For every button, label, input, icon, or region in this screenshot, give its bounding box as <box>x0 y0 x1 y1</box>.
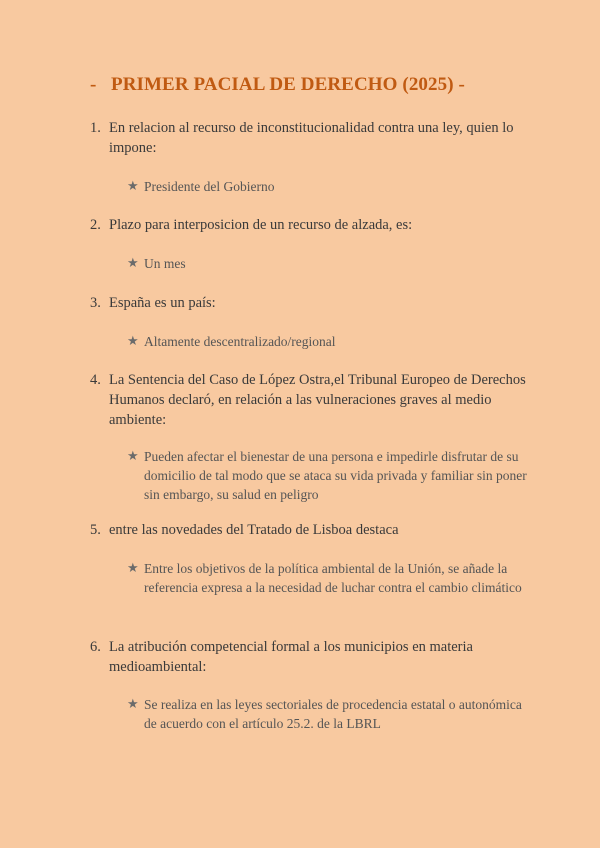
question-text: entre las novedades del Tratado de Lisboa destaca <box>109 522 399 538</box>
question-5 <box>90 520 530 540</box>
question-number: 1. <box>90 120 101 136</box>
answer-text: Un mes <box>144 256 186 271</box>
page-title <box>90 74 465 96</box>
question-number: 2. <box>90 217 101 233</box>
answer-5 <box>127 559 532 597</box>
question-text: La atribución competencial formal a los municipios en materia medioambiental: <box>109 639 473 675</box>
title-dash-left: - <box>90 74 97 95</box>
answer-text: Pueden afectar el bienestar de una persona e impedirle disfrutar de su domicilio de tal modo que se ataca su vida privada y familiar sin poner sin embargo, su salud en peligro <box>144 449 527 502</box>
answer-text: Altamente descentralizado/regional <box>144 334 336 349</box>
star-icon: ★ <box>127 179 139 194</box>
answer-2 <box>127 254 532 273</box>
question-2 <box>90 215 530 235</box>
question-number: 5. <box>90 522 101 538</box>
answer-text: Entre los objetivos de la política ambiental de la Unión, se añade la referencia expresa a la necesidad de luchar contra el cambio climático <box>144 561 522 595</box>
star-icon: ★ <box>127 334 139 349</box>
question-text: España es un país: <box>109 295 216 311</box>
question-text: En relacion al recurso de inconstitucionalidad contra una ley, quien lo impone: <box>109 120 514 156</box>
answer-6 <box>127 695 532 733</box>
answer-1 <box>127 177 532 196</box>
answer-text: Se realiza en las leyes sectoriales de procedencia estatal o autonómica de acuerdo con el artículo 25.2. de la LBRL <box>144 697 522 731</box>
star-icon: ★ <box>127 697 139 712</box>
question-3 <box>90 293 530 313</box>
star-icon: ★ <box>127 561 139 576</box>
question-number: 3. <box>90 295 101 311</box>
question-text: Plazo para interposicion de un recurso de alzada, es: <box>109 217 413 233</box>
question-4 <box>90 370 530 430</box>
star-icon: ★ <box>127 449 139 464</box>
title-dash-right: - <box>458 74 465 95</box>
answer-3 <box>127 332 532 351</box>
question-1 <box>90 118 530 158</box>
title-text: PRIMER PACIAL DE DERECHO (2025) <box>111 74 454 95</box>
question-number: 4. <box>90 372 101 388</box>
answer-text: Presidente del Gobierno <box>144 179 275 194</box>
question-text: La Sentencia del Caso de López Ostra,el Tribunal Europeo de Derechos Humanos declaró, en relación a las vulneraciones graves al medio ambiente: <box>109 372 526 428</box>
question-6 <box>90 637 530 677</box>
question-number: 6. <box>90 639 101 655</box>
star-icon: ★ <box>127 256 139 271</box>
answer-4 <box>127 447 532 504</box>
